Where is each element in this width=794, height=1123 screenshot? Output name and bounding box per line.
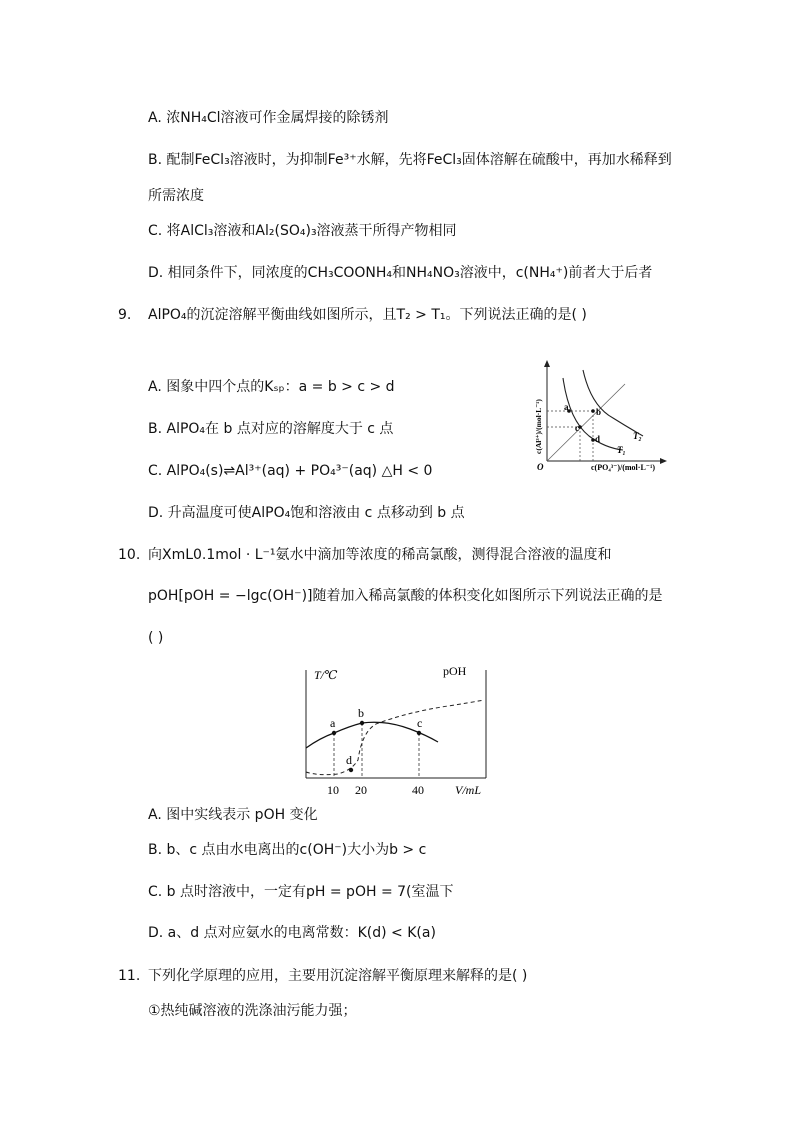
q10-y-left-label: T/℃ <box>314 668 338 682</box>
q8-option-a: A. 浓NH₄Cl溶液可作金属焊接的除锈剂 <box>148 110 389 126</box>
q9-option-d: D. 升高温度可使AlPO₄饱和溶液由 c 点移动到 b 点 <box>148 505 465 521</box>
q10-x-label: V/mL <box>455 783 482 797</box>
q9-label-t1: T₁ <box>617 445 626 455</box>
q11-number: 11. <box>118 968 141 984</box>
q10-stem-line2: pOH[pOH = −lgc(OH⁻)]随着加入稀高氯酸的体积变化如图所示下列说法正确的是 <box>148 588 663 604</box>
q10-label-d: d <box>346 753 352 767</box>
q10-point-d <box>349 768 353 772</box>
q9-x-label: c(PO₄³⁻)/(mol·L⁻¹) <box>591 463 656 472</box>
q10-option-c: C. b 点时溶液中，一定有pH = pOH = 7(室温下 <box>148 884 454 900</box>
q10-option-a: A. 图中实线表示 pOH 变化 <box>148 807 318 823</box>
q10-tick-10: 10 <box>327 783 339 797</box>
q9-solubility-figure <box>525 358 670 476</box>
q10-tick-40: 40 <box>412 783 424 797</box>
q9-label-a: a <box>564 402 569 412</box>
q9-point-b <box>591 409 595 413</box>
q9-option-a: A. 图象中四个点的Kₛₚ：a = b > c > d <box>148 379 395 395</box>
q8-option-b-line2: 所需浓度 <box>148 188 204 204</box>
q10-tick-20: 20 <box>355 783 367 797</box>
q9-origin-label: O <box>537 462 544 472</box>
q9-number: 9. <box>118 307 132 323</box>
q10-label-b: b <box>358 706 364 720</box>
q8-option-d: D. 相同条件下，同浓度的CH₃COONH₄和NH₄NO₃溶液中，c(NH₄⁺)前者大于后者 <box>148 265 653 281</box>
q8-option-b-line1: B. 配制FeCl₃溶液时，为抑制Fe³⁺水解，先将FeCl₃固体溶解在硫酸中，再加水稀释到 <box>148 152 672 168</box>
q10-point-c <box>417 731 421 735</box>
q9-curve-t2 <box>583 370 643 436</box>
q10-label-a: a <box>330 716 336 730</box>
q10-y-right-label: pOH <box>443 664 467 678</box>
q9-stem: AlPO₄的沉淀溶解平衡曲线如图所示，且T₂ > T₁。下列说法正确的是( ) <box>148 307 587 323</box>
q9-option-c: C. AlPO₄(s)⇌Al³⁺(aq) + PO₄³⁻(aq) △H < 0 <box>148 463 433 479</box>
q10-dashed-curve <box>306 700 484 775</box>
q9-label-c: c <box>575 423 579 433</box>
q10-stem-line3: ( ) <box>148 630 164 646</box>
q10-number: 10. <box>118 547 141 563</box>
q8-option-c: C. 将AlCl₃溶液和Al₂(SO₄)₃溶液蒸干所得产物相同 <box>148 223 457 239</box>
q9-option-b: B. AlPO₄在 b 点对应的溶解度大于 c 点 <box>148 421 394 437</box>
q10-option-d: D. a、d 点对应氨水的电离常数：K(d) < K(a) <box>148 925 436 941</box>
q10-point-a <box>332 731 336 735</box>
q10-label-c: c <box>417 716 423 730</box>
q10-option-b: B. b、c 点由水电离出的c(OH⁻)大小为b > c <box>148 842 427 858</box>
q9-diagonal <box>547 384 625 461</box>
q11-item-1: ①热纯碱溶液的洗涤油污能力强； <box>148 1003 357 1019</box>
q9-y-label: c(Al³⁺)/(mol·L⁻¹) <box>534 399 543 454</box>
q11-stem: 下列化学原理的应用，主要用沉淀溶解平衡原理来解释的是( ) <box>148 968 528 984</box>
q9-label-t2: T₂ <box>633 431 642 441</box>
q9-label-d: d <box>595 434 601 444</box>
q10-stem-line1: 向XmL0.1mol · L⁻¹氨水中滴加等浓度的稀高氯酸，测得混合溶液的温度和 <box>148 547 612 563</box>
q9-label-b: b <box>596 407 602 417</box>
q10-titration-figure <box>298 660 498 800</box>
q9-x-arrow <box>660 458 667 464</box>
q9-y-arrow <box>544 360 550 367</box>
q10-point-b <box>360 721 364 725</box>
